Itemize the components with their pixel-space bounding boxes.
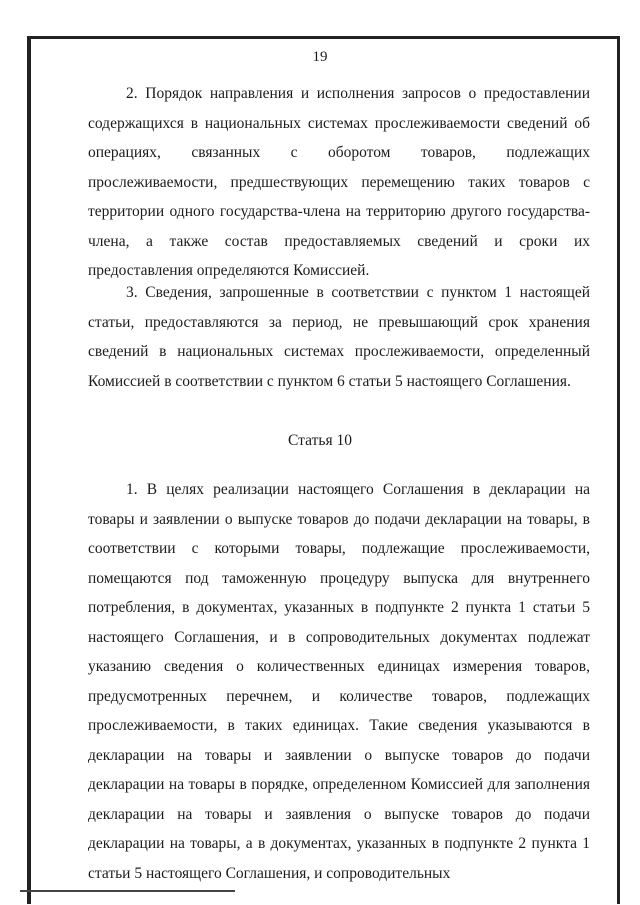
bottom-rule-line — [20, 890, 235, 892]
paragraph-3-text: 3. Сведения, запрошенные в соответствии с пунктом 1 настоящей статьи, предоставляются за период, не превышающий срок хранения сведений в национальных системах прослеживаемости, определенный Комиссией в соответствии с пунктом 6 статьи 5 настоящего Соглашения. — [88, 284, 590, 390]
article-heading: Статья 10 — [288, 432, 352, 449]
article-10-paragraph-1 — [88, 475, 590, 888]
paragraph-3 — [88, 278, 590, 396]
article-10-paragraph-1-text: 1. В целях реализации настоящего Соглашения в декларации на товары и заявлении о выпуске товаров до подачи декларации на товары, в соответствии с которыми товары, подлежащие прослеживаемости, помещаются под таможенную процедуру выпуска для внутреннего потребления, в документах, указанных в подпункте 2 пункта 1 статьи 5 настоящего Соглашения, и в сопроводительных документах подлежат указанию сведения о количественных единицах измерения товаров, предусмотренных перечнем, и количестве товаров, подлежащих прослеживаемости, в таких единицах. Такие сведения указываются в декларации на товары и заявлении о выпуске товаров до подачи декларации на товары в порядке, определенном Комиссией для заполнения декларации на товары и заявления о выпуске товаров до подачи декларации на товары, а в документах, указанных в подпункте 2 пункта 1 статьи 5 настоящего Соглашения, и сопроводительных — [88, 481, 590, 882]
page-number: 19 — [312, 49, 328, 65]
paragraph-2-text: 2. Порядок направления и исполнения запросов о предоставлении содержащихся в национальных системах прослеживаемости сведений об операциях, связанных с оборотом товаров, подлежащих прослеживаемости, предшествующих перемещению таких товаров с территории одного государства-члена на территорию другого государства-члена, а также состав предоставляемых сведений и сроки их предоставления определяются Комиссией. — [88, 85, 590, 279]
paragraph-2 — [88, 79, 590, 286]
